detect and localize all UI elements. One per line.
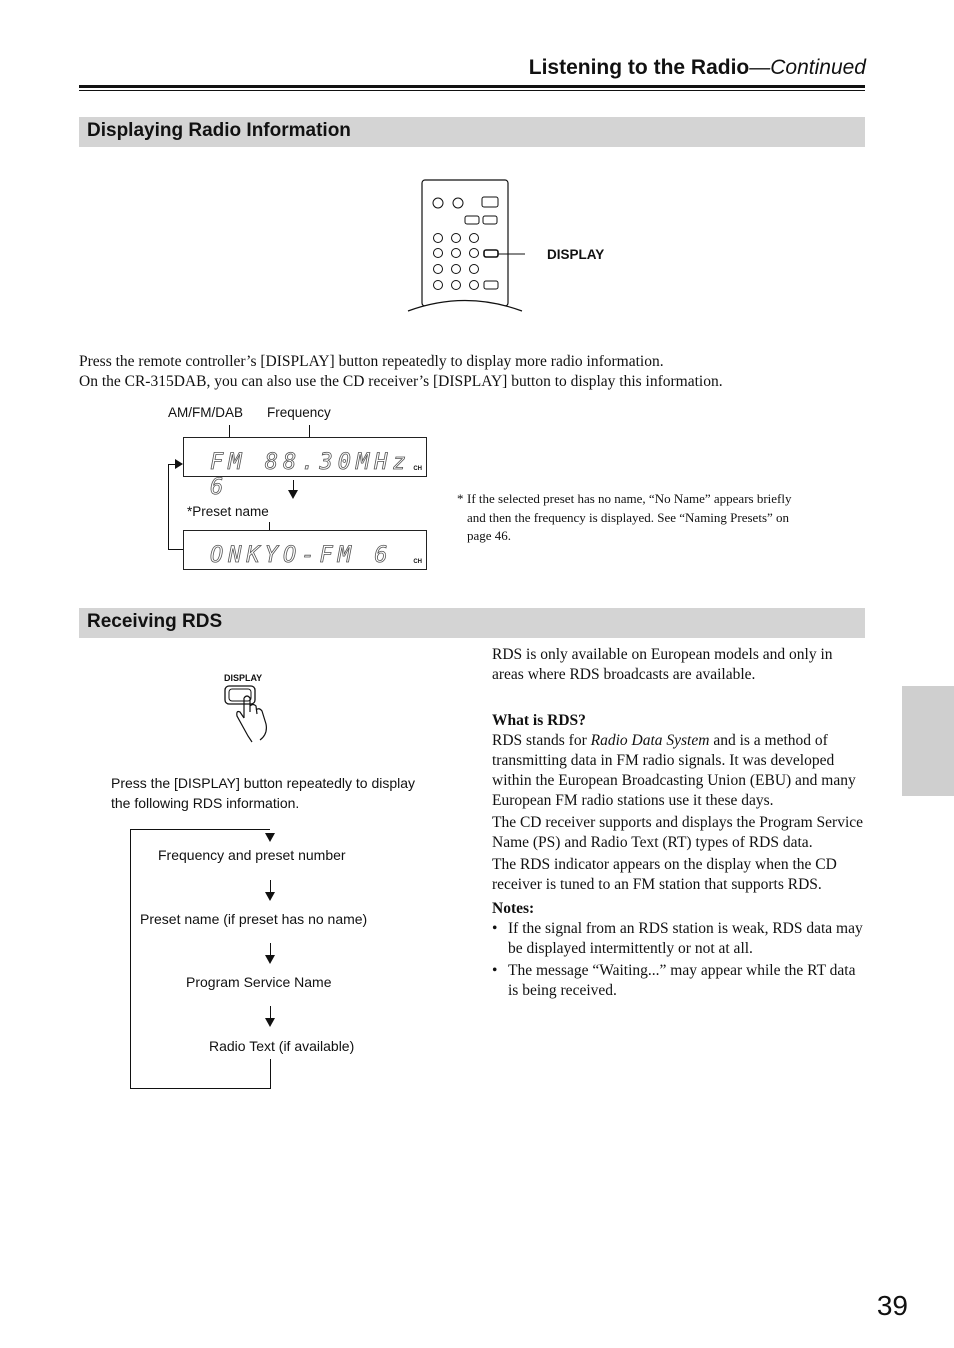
arrow-down-icon (265, 892, 275, 901)
rds-right-column (492, 645, 864, 1001)
lcd-display-frequency (183, 437, 427, 500)
label-preset-name: *Preset name (187, 504, 269, 519)
header-continued: —Continued (749, 56, 866, 79)
section-heading-bar (79, 608, 865, 638)
header-rule-thin (79, 90, 865, 91)
rds-indicator-paragraph: The RDS indicator appears on the display when the CD receiver is tuned to an FM station that supports RDS. (492, 856, 837, 893)
section-heading-bar (79, 117, 865, 147)
rds-press-instruction: Press the [DISPLAY] button repeatedly to display the following RDS information. (111, 775, 416, 811)
arrow-shaft (293, 480, 294, 490)
arrow-down-icon (288, 490, 298, 499)
loop-line-bottom (168, 549, 183, 550)
display-button-label: DISPLAY (224, 673, 263, 683)
lcd-preset-text: ONKYO-FM 6 (210, 543, 393, 568)
arrow-shaft (270, 1006, 271, 1018)
flow-loop-bottom (130, 1088, 271, 1089)
lcd-frequency-text: FM 88.30MHz 6 (210, 450, 411, 500)
note-item: • The message “Waiting...” may appear while the RT data is being received. (492, 961, 864, 1001)
lcd-ch-indicator: CH (413, 466, 422, 472)
flow-step-1: Frequency and preset number (158, 847, 346, 863)
header-rule (79, 85, 865, 88)
arrow-shaft (270, 880, 271, 892)
flow-step-4: Radio Text (if available) (209, 1038, 355, 1054)
arrow-shaft (270, 943, 271, 955)
arrow-right-icon (175, 459, 183, 469)
label-band: AM/FM/DAB (168, 405, 244, 420)
rds-support-paragraph: The CD receiver supports and displays the Program Service Name (PS) and Radio Text (RT) types of RDS data. (492, 814, 864, 851)
what-is-rds-heading: What is RDS? (492, 712, 586, 729)
arrow-down-icon (265, 1018, 275, 1027)
rds-term: Radio Data System (590, 732, 710, 749)
section-heading: Receiving RDS (87, 611, 223, 632)
notes-heading: Notes: (492, 900, 535, 917)
hand-pressing-button-icon (220, 684, 280, 744)
chapter-side-tab (902, 686, 954, 796)
instruction-line-2: On the CR-315DAB, you can also use the CD receiver’s [DISPLAY] button to display this information. (79, 373, 723, 390)
remote-controller-illustration (405, 178, 525, 313)
lcd-display-preset (183, 530, 427, 570)
footnote-text: If the selected preset has no name, “No Name” appears briefly and then the frequency is displayed. See “Naming Presets” on page 46. (467, 491, 792, 543)
lcd-ch-indicator: CH (413, 559, 422, 565)
flow-loop-right (270, 1059, 271, 1088)
rds-intro: RDS is only available on European models and only in areas where RDS broadcasts are available. (492, 646, 833, 683)
display-callout-label: DISPLAY (547, 247, 605, 262)
flow-step-2: Preset name (if preset has no name) (140, 911, 368, 927)
what-is-rds-paragraph: RDS stands for Radio Data System and is a method of transmitting data in FM radio signals. It was developed within the European Broadcasting Union (EBU) and many European FM radio stations use it these days. (492, 732, 856, 809)
intro-paragraph (79, 352, 879, 392)
note-item: • If the signal from an RDS station is weak, RDS data may be displayed intermittently or not at all. (492, 919, 864, 959)
arrow-down-icon (265, 955, 275, 964)
notes-list (492, 919, 864, 1001)
running-header (529, 56, 866, 80)
loop-line-vertical (168, 464, 169, 549)
page-number: 39 (876, 1290, 908, 1321)
instruction-line-1: Press the remote controller’s [DISPLAY] button repeatedly to display more radio information. (79, 353, 664, 370)
arrow-down-icon (265, 833, 275, 842)
flow-loop-top (130, 829, 270, 830)
flow-loop-left (130, 829, 131, 1088)
label-frequency: Frequency (267, 405, 331, 420)
footnote-mark: * (457, 491, 464, 506)
section-heading: Displaying Radio Information (87, 120, 351, 141)
flow-step-3: Program Service Name (186, 974, 332, 990)
header-title: Listening to the Radio (528, 56, 750, 79)
